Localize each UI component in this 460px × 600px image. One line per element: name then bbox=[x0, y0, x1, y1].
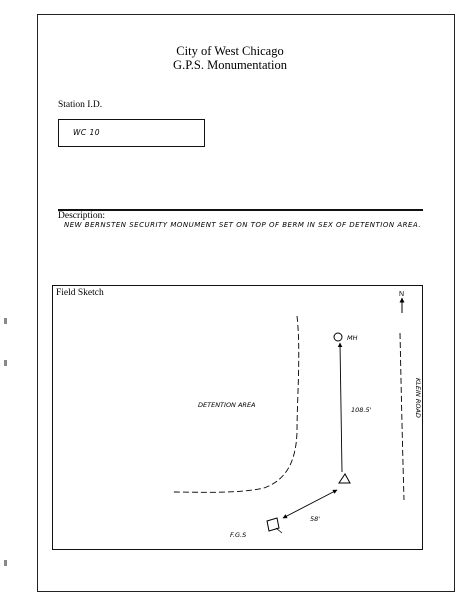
distance-line-short bbox=[283, 490, 337, 518]
reference-mark-label: F.G.S bbox=[230, 531, 247, 539]
field-sketch-label: Field Sketch bbox=[56, 288, 104, 298]
description-label: Description: bbox=[58, 211, 105, 221]
manhole-icon bbox=[334, 333, 342, 341]
description-text: NEW BERNSTEN SECURITY MONUMENT SET ON TOP OF BERM IN SEX OF DETENTION AREA. bbox=[64, 221, 422, 229]
form-title: G.P.S. Monumentation bbox=[173, 58, 287, 72]
city-title: City of West Chicago bbox=[176, 44, 284, 58]
monument-icon bbox=[339, 474, 350, 483]
detention-area-label: DETENTION AREA bbox=[198, 401, 256, 409]
road-edge-line bbox=[400, 333, 404, 500]
manhole-label: MH bbox=[347, 334, 358, 342]
distance-line-long bbox=[340, 343, 342, 472]
road-label: KLEIN ROAD bbox=[414, 378, 422, 418]
station-id-value: WC 10 bbox=[73, 128, 101, 137]
distance-short-label: 58' bbox=[310, 515, 321, 523]
station-id-label: Station I.D. bbox=[58, 100, 103, 110]
north-label: N bbox=[399, 291, 405, 298]
reference-mark-tick bbox=[276, 528, 282, 533]
distance-long-label: 108.5' bbox=[351, 406, 372, 414]
